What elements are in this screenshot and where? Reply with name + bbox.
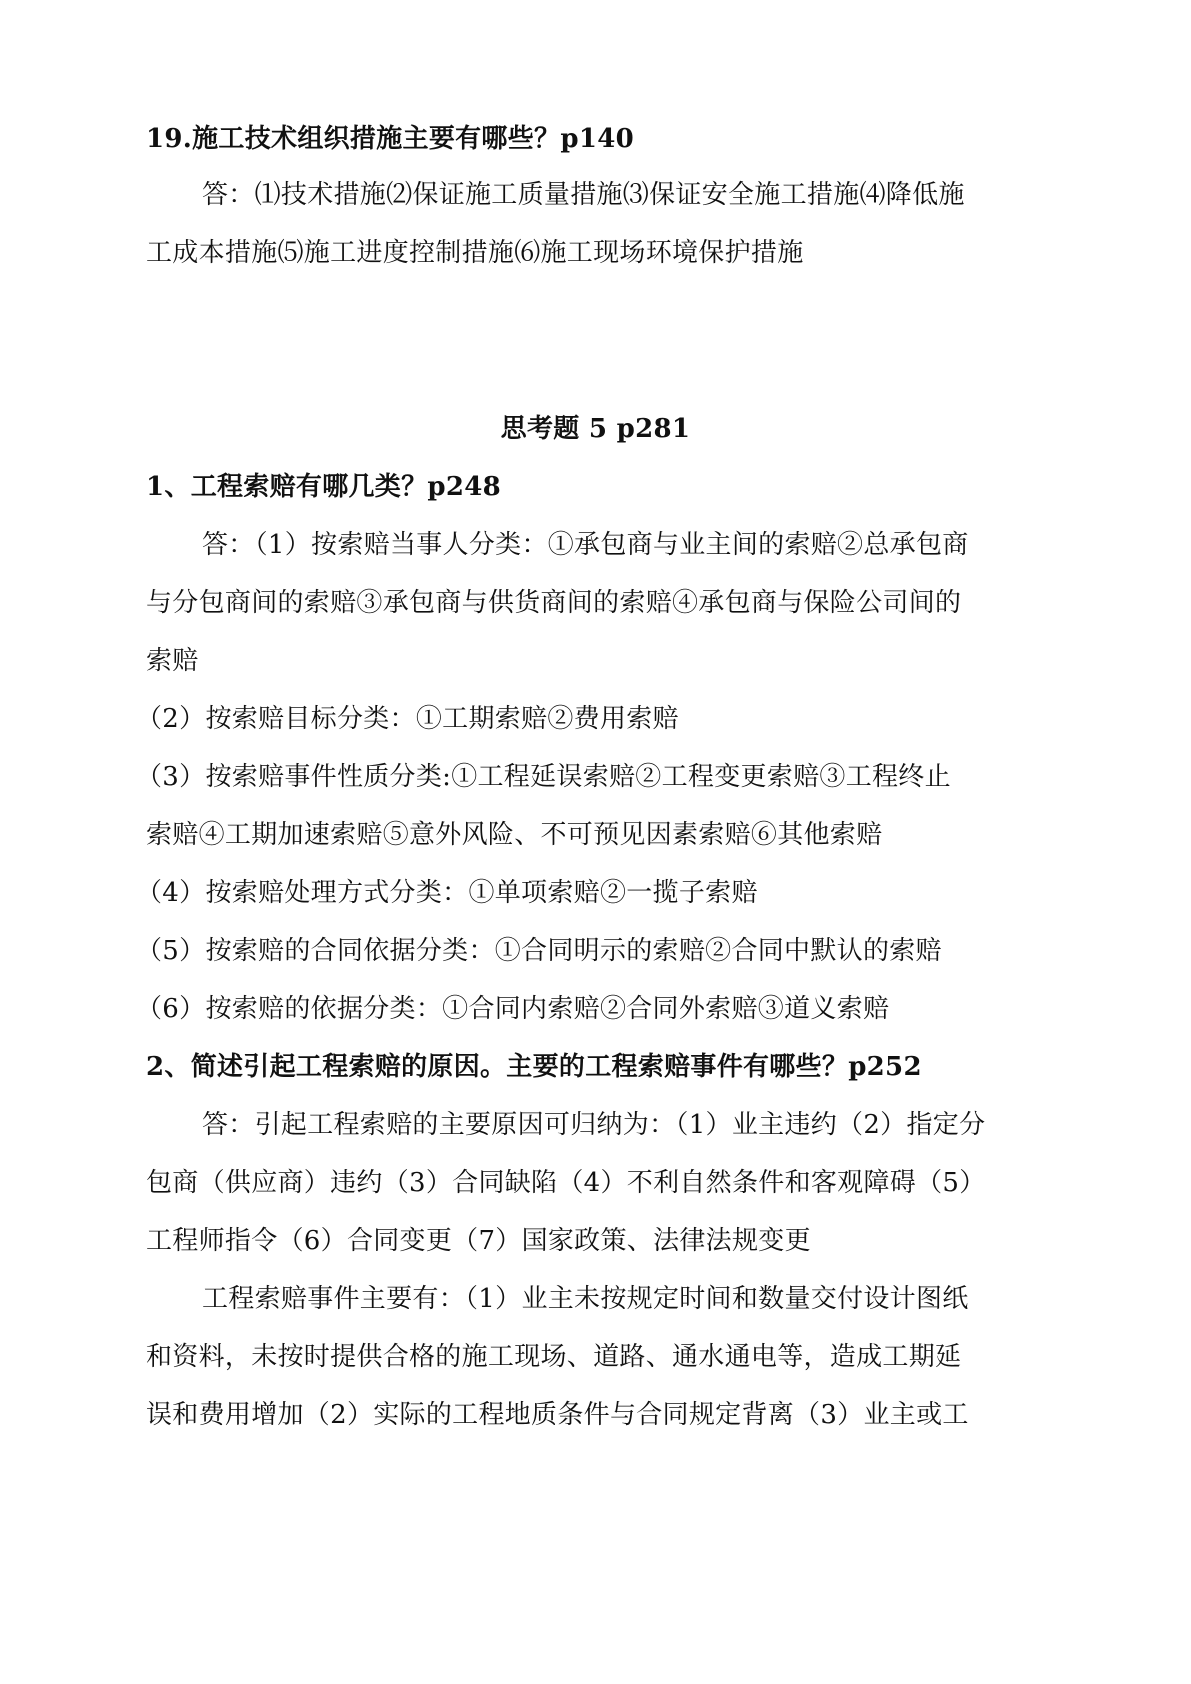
answer-1-line-9: （6）按索赔的依据分类：①合同内索赔②合同外索赔③道义索赔: [136, 994, 890, 1024]
answer-1-line-5: （3）按索赔事件性质分类:①工程延误索赔②工程变更索赔③工程终止: [136, 762, 951, 792]
answer-2-line-6: 误和费用增加（2）实际的工程地质条件与合同规定背离（3）业主或工: [146, 1400, 969, 1430]
question-1-heading: 1、工程索赔有哪几类？p248: [146, 472, 502, 502]
answer-1-line-1: 答：（1）按索赔当事人分类：①承包商与业主间的索赔②总承包商: [202, 530, 969, 560]
answer-1-line-7: （4）按索赔处理方式分类：①单项索赔②一揽子索赔: [136, 878, 758, 908]
answer-1-line-6: 索赔④工期加速索赔⑤意外风险、不可预见因素索赔⑥其他索赔: [146, 820, 883, 850]
answer-2-line-5: 和资料，未按时提供合格的施工现场、道路、通水通电等，造成工期延: [146, 1342, 962, 1372]
answer-1-line-2: 与分包商间的索赔③承包商与供货商间的索赔④承包商与保险公司间的: [146, 588, 962, 618]
question-2-heading: 2、简述引起工程索赔的原因。主要的工程索赔事件有哪些？p252: [146, 1052, 922, 1082]
answer-19-line-1: 答：⑴技术措施⑵保证施工质量措施⑶保证安全施工措施⑷降低施: [202, 180, 965, 210]
answer-1-line-8: （5）按索赔的合同依据分类：①合同明示的索赔②合同中默认的索赔: [136, 936, 942, 966]
answer-19-line-2: 工成本措施⑸施工进度控制措施⑹施工现场环境保护措施: [146, 238, 804, 268]
answer-2-line-4: 工程索赔事件主要有：（1）业主未按规定时间和数量交付设计图纸: [202, 1284, 969, 1314]
answer-2-line-3: 工程师指令（6）合同变更（7）国家政策、法律法规变更: [146, 1226, 811, 1256]
answer-1-line-4: （2）按索赔目标分类：①工期索赔②费用索赔: [136, 704, 679, 734]
section-title: 思考题 5 p281: [500, 414, 691, 444]
answer-1-line-3: 索赔: [146, 646, 199, 676]
answer-2-line-2: 包商（供应商）违约（3）合同缺陷（4）不利自然条件和客观障碍（5）: [146, 1168, 986, 1198]
question-19-heading: 19.施工技术组织措施主要有哪些？p140: [146, 124, 634, 154]
answer-2-line-1: 答：引起工程索赔的主要原因可归纳为：（1）业主违约（2）指定分: [202, 1110, 986, 1140]
